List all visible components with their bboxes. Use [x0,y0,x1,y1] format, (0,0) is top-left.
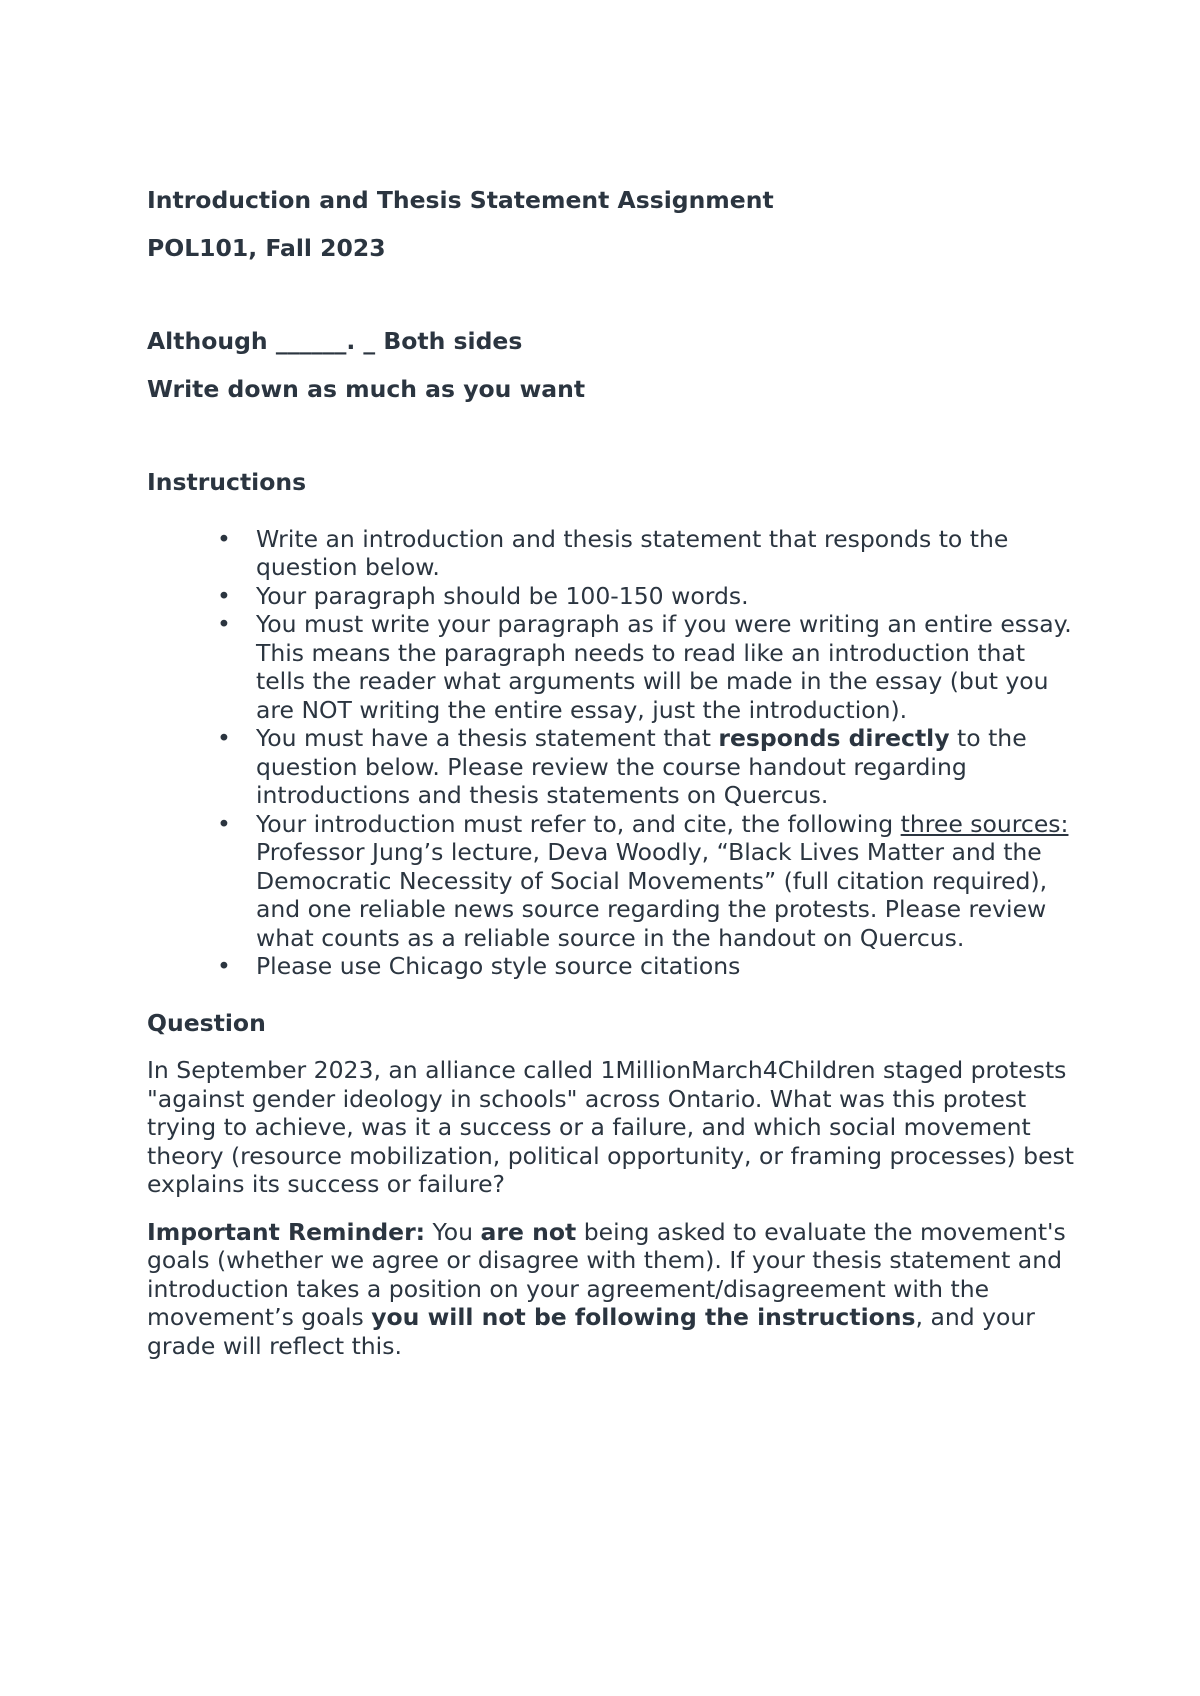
list-item [256,810,1077,953]
prompt-line-1: Although ______. _ Both sides [147,327,523,355]
emphasis-text: are not [480,1217,577,1246]
question-text: In September 2023, an alliance called 1MillionMarch4Children staged protests "against gender ideology in schools" across Ontario. What was this protest trying to achieve, was it a success or a failure, and which social movement theory (resource mobilization, political opportunity, or framing processes) best explains its success or failure? [147,1056,1075,1198]
list-item: • Your paragraph should be 100-150 words. [256,582,1077,611]
question-heading: Question [147,1008,266,1037]
list-item-text: You must have a thesis statement that [256,724,719,752]
course-line: POL101, Fall 2023 [147,233,386,262]
prompt-line-2: Write down as much as you want [147,374,586,403]
instructions-list [147,525,1077,981]
underlined-text: three sources: [900,809,1069,838]
list-item [256,724,1077,810]
reminder-label: Important Reminder: [147,1217,426,1246]
list-item-text: Professor Jung’s lecture, Deva Woodly, “Black Lives Matter and the Democratic Necessity of Social Movements” (full citation required), and one reliable news source regarding the protests. Please review what counts as a reliable source in the handout on Quercus. [256,838,1048,952]
document-page [147,186,1077,1379]
list-item: • You must write your paragraph as if you were writing an entire essay. This means the paragraph needs to read like an introduction that tells the reader what arguments will be made in the essay (but you are NOT writing the entire essay, just the introduction). [256,610,1077,724]
emphasis-text: responds directly [718,724,950,752]
emphasis-text: you will not be following the instructions [371,1303,916,1331]
list-item: • Please use Chicago style source citations [256,952,1077,981]
reminder-paragraph [147,1218,1077,1361]
document-title: Introduction and Thesis Statement Assignment [147,186,774,214]
list-item-text: to the question below. Please review the course handout regarding introductions and thesis statements on Quercus. [256,724,1027,809]
reminder-text: You [425,1217,481,1246]
reminder-text: being asked to evaluate the movement's goals (whether we agree or disagree with them). If your thesis statement and introduction takes a position on your agreement/disagreement with the movement’s goals [147,1217,1066,1331]
reminder-text: , and your grade will reflect this. [147,1303,1035,1360]
list-item-text: Your introduction must refer to, and cite, the following [256,809,901,838]
list-item: • Write an introduction and thesis statement that responds to the question below. [256,525,1077,582]
instructions-heading: Instructions [147,468,307,496]
